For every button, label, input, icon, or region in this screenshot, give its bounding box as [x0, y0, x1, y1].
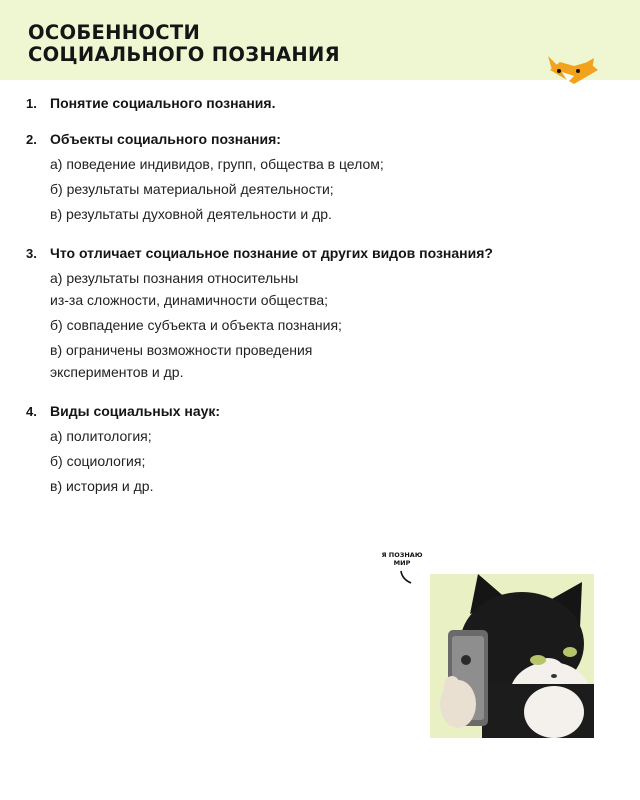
questions-list — [26, 95, 586, 517]
header-banner — [0, 0, 640, 80]
question-section — [26, 95, 586, 111]
question-section — [26, 245, 586, 383]
question-header — [26, 245, 586, 261]
speech-pointer-icon — [399, 569, 413, 585]
question-title: Объекты социального познания: — [50, 131, 281, 147]
question-title: Что отличает социальное познание от других видов познания? — [50, 245, 493, 261]
cat-speech-caption — [367, 551, 437, 567]
question-number: 4. — [26, 404, 37, 419]
fox-head-icon — [544, 54, 602, 84]
cat-illustration — [430, 574, 594, 738]
answer-item: б) совпадение субъекта и объекта познания; — [50, 317, 342, 333]
answer-list — [50, 267, 586, 383]
cat-caption-line-1: Я ПОЗНАЮ — [381, 551, 423, 559]
answer-list — [50, 425, 586, 497]
title-line-2: СОЦИАЛЬНОГО ПОЗНАНИЯ — [28, 43, 340, 66]
question-section — [26, 403, 586, 497]
question-header — [26, 131, 586, 147]
answer-item: а) поведение индивидов, групп, общества в целом; — [50, 156, 384, 172]
question-header — [26, 95, 586, 111]
answer-item: б) социология; — [50, 453, 146, 469]
answer-item: в) история и др. — [50, 478, 154, 494]
answer-item: в) результаты духовной деятельности и др. — [50, 206, 332, 222]
question-header — [26, 403, 586, 419]
page-title — [28, 22, 340, 66]
title-line-1: ОСОБЕННОСТИ — [28, 21, 201, 44]
cat-phone-image — [430, 574, 594, 738]
question-section — [26, 131, 586, 225]
question-number: 3. — [26, 246, 37, 261]
answer-item: б) результаты материальной деятельности; — [50, 181, 334, 197]
answer-item: в) ограничены возможности проведения экспериментов и др. — [50, 342, 313, 380]
question-title: Понятие социального познания. — [50, 95, 276, 111]
cat-caption-line-2: МИР — [393, 559, 411, 567]
question-title: Виды социальных наук: — [50, 403, 221, 419]
answer-list — [50, 153, 586, 225]
answer-item: а) результаты познания относительны из-за сложности, динамичности общества; — [50, 270, 329, 308]
answer-item: а) политология; — [50, 428, 152, 444]
question-number: 2. — [26, 132, 37, 147]
question-number: 1. — [26, 96, 37, 111]
